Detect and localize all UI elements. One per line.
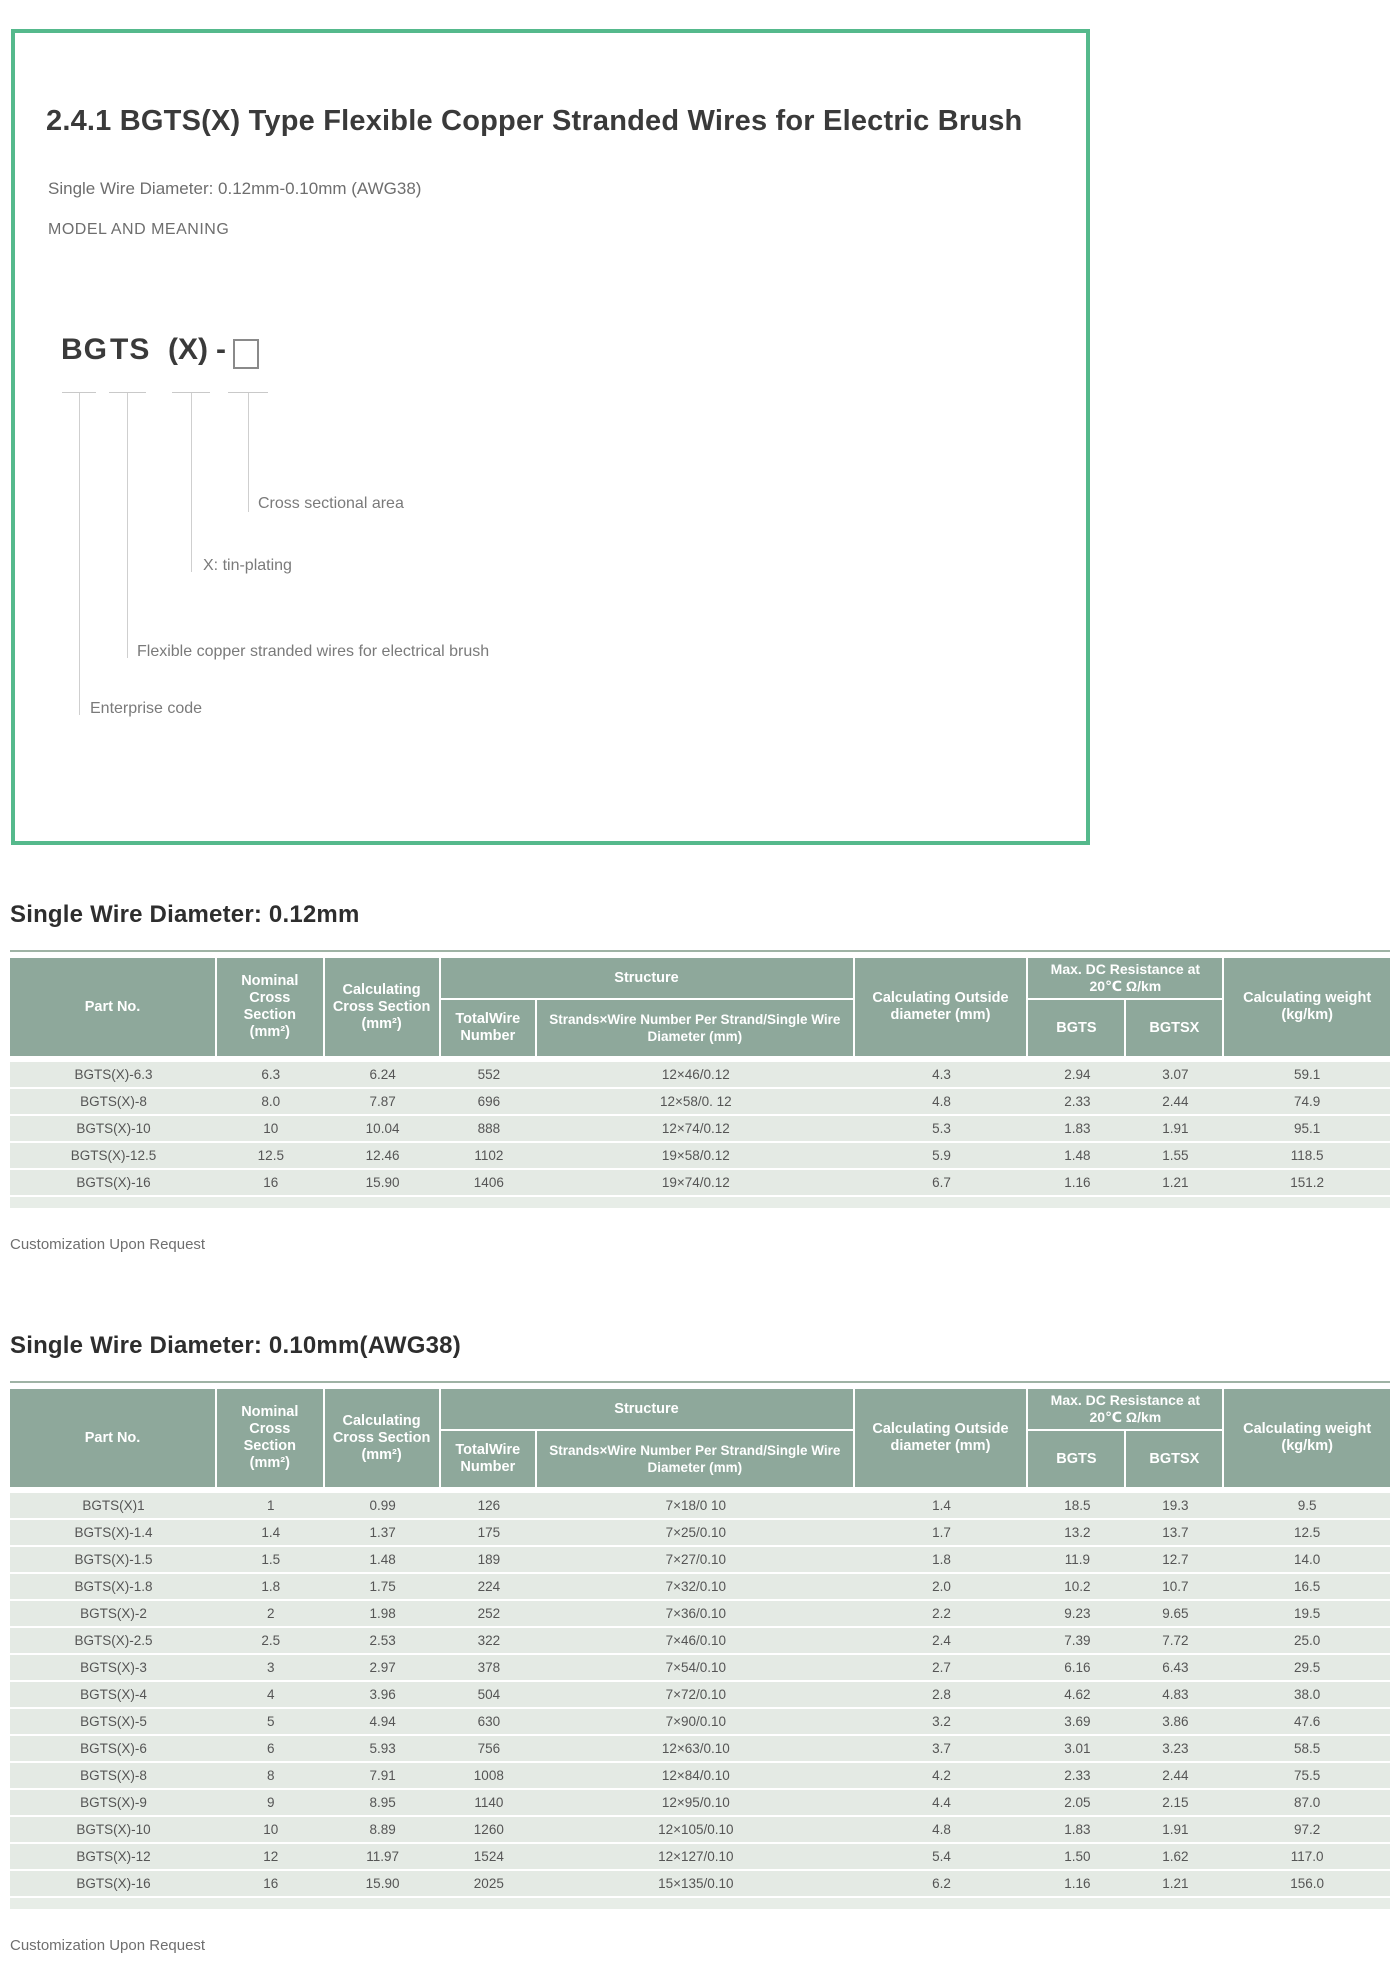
table-cell: 6.7 [932, 1175, 951, 1190]
table-cell: 6.43 [1162, 1660, 1189, 1675]
table-cell: 322 [477, 1633, 501, 1648]
table-cell: 2.94 [1064, 1067, 1091, 1082]
table-cell: BGTS(X)-2 [80, 1606, 147, 1621]
table-cell: BGTS(X)-16 [76, 1876, 151, 1891]
table-cell: 7×46/0.10 [665, 1633, 727, 1648]
table-row [10, 1736, 1390, 1761]
table-cell: 2.5 [261, 1633, 281, 1648]
table-cell: 19×74/0.12 [661, 1175, 730, 1190]
table-cell: 2.7 [932, 1660, 951, 1675]
table-cell: 1.91 [1162, 1121, 1189, 1136]
table-cell: 7.87 [369, 1094, 396, 1109]
table-row [10, 1844, 1390, 1869]
table-cell: 4.83 [1162, 1687, 1189, 1702]
table-cell: 12×58/0. 12 [659, 1094, 732, 1109]
col-header-nominal-cross-section: Nominal Cross Section (mm²) [217, 1389, 325, 1487]
table-cell: 87.0 [1294, 1795, 1321, 1810]
table-cell: 16 [263, 1876, 279, 1891]
table-cell: 0.99 [369, 1498, 396, 1513]
table-row [10, 1547, 1390, 1572]
table-cell: 15×135/0.10 [658, 1876, 734, 1891]
table-cell: 1.75 [369, 1579, 396, 1594]
table-cell: 7×90/0.10 [665, 1714, 727, 1729]
table-cell: BGTS(X)1 [82, 1498, 145, 1513]
label-tin-plating: X: tin-plating [203, 557, 292, 574]
table-cell: 4.3 [932, 1067, 951, 1082]
table-cell: 74.9 [1294, 1094, 1321, 1109]
table-cell: BGTS(X)-3 [80, 1660, 147, 1675]
table-cell: 12.5 [1294, 1525, 1321, 1540]
col-header-bgtsx: BGTSX [1126, 1429, 1224, 1487]
table-row [10, 1062, 1390, 1087]
table-row [10, 1763, 1390, 1788]
table-cell: 12.5 [257, 1148, 284, 1163]
table-cell: 12×46/0.12 [661, 1067, 730, 1082]
col-header-max-dc-resistance: Max. DC Resistance at 20℃ Ω/km [1028, 1389, 1224, 1429]
table-cell: 118.5 [1290, 1148, 1324, 1163]
table-cell: 12 [263, 1849, 279, 1864]
table-cell: 9.23 [1064, 1606, 1091, 1621]
table-cell: 1.48 [369, 1552, 396, 1567]
table-cell: 3.86 [1162, 1714, 1189, 1729]
label-enterprise-code: Enterprise code [90, 700, 203, 717]
col-header-total-wire-number: TotalWire Number [441, 998, 538, 1056]
cross-section-placeholder-box [233, 339, 259, 369]
table-cell: BGTS(X)-10 [76, 1822, 151, 1837]
table-cell: 1.83 [1064, 1822, 1091, 1837]
wire-spec-table-012-header [10, 958, 1390, 1056]
table-cell: 1260 [473, 1822, 504, 1837]
col-header-part-no: Part No. [10, 1389, 217, 1487]
table-cell: 7.91 [369, 1768, 396, 1783]
table-cell: 38.0 [1294, 1687, 1321, 1702]
table-row [10, 1790, 1390, 1815]
divider [10, 1381, 1390, 1383]
table-cell: 1.83 [1064, 1121, 1091, 1136]
page-title: 2.4.1 BGTS(X) Type Flexible Copper Stranded Wires for Electric Brush [46, 105, 1023, 137]
table-cell: 7×18/0 10 [665, 1498, 727, 1513]
table-cell: 1.16 [1064, 1876, 1091, 1891]
table-cell: 4.8 [932, 1094, 951, 1109]
table-cell: 3.23 [1162, 1741, 1189, 1756]
table-cell: 12×105/0.10 [658, 1822, 734, 1837]
table-cell: 97.2 [1294, 1822, 1321, 1837]
table-cell: 126 [477, 1498, 501, 1513]
table-cell: 2.05 [1064, 1795, 1091, 1810]
table-cell: 3.69 [1064, 1714, 1091, 1729]
table-cell: 630 [477, 1714, 501, 1729]
table-row [10, 1520, 1390, 1545]
table-cell: 3.01 [1064, 1741, 1091, 1756]
table-cell: 12.46 [365, 1148, 400, 1163]
table-cell: BGTS(X)-10 [76, 1121, 151, 1136]
table-cell: 12×74/0.12 [661, 1121, 730, 1136]
table-cell: 29.5 [1294, 1660, 1321, 1675]
table-cell: 8.0 [261, 1094, 281, 1109]
table-cell: 2 [267, 1606, 275, 1621]
table-cell: 2.44 [1162, 1094, 1189, 1109]
connector-line [191, 393, 192, 572]
table-cell: 1.98 [369, 1606, 396, 1621]
col-header-bgts: BGTS [1028, 998, 1126, 1056]
table-cell: 1.21 [1162, 1175, 1189, 1190]
table-cell: 1.7 [932, 1525, 951, 1540]
table-cell: 1.37 [369, 1525, 396, 1540]
table-cell: 1406 [473, 1175, 504, 1190]
table-cell: 2.2 [932, 1606, 951, 1621]
table-cell: BGTS(X)-1.4 [74, 1525, 153, 1540]
table-cell: 1.16 [1064, 1175, 1091, 1190]
table-cell: 8.95 [369, 1795, 396, 1810]
table-cell: 224 [477, 1579, 501, 1594]
table-cell: 6.2 [932, 1876, 951, 1891]
col-header-calculating-weight: Calculating weight (kg/km) [1224, 958, 1390, 1056]
table-cell: 7×25/0.10 [665, 1525, 727, 1540]
table-row [10, 1871, 1390, 1896]
table-cell: 4.62 [1064, 1687, 1091, 1702]
table-cell: 1102 [474, 1148, 504, 1163]
table-footer-strip [10, 1898, 1390, 1909]
table-cell: 1.21 [1162, 1876, 1189, 1891]
table-footer-strip [10, 1197, 1390, 1208]
table-cell: BGTS(X)-4 [80, 1687, 147, 1702]
col-header-calculating-cross-section: Calculating Cross Section (mm²) [325, 1389, 441, 1487]
col-header-structure: Structure [441, 1389, 855, 1429]
table-row [10, 1493, 1390, 1518]
table-cell: 1.4 [932, 1498, 951, 1513]
table-row [10, 1116, 1390, 1141]
col-header-bgtsx: BGTSX [1126, 998, 1224, 1056]
table-cell: 58.5 [1294, 1741, 1321, 1756]
table-cell: 19×58/0.12 [661, 1148, 730, 1163]
table-cell: 95.1 [1294, 1121, 1321, 1136]
wire-spec-table-010-header [10, 1389, 1390, 1487]
table-cell: 7×36/0.10 [665, 1606, 727, 1621]
table-cell: 2.97 [369, 1660, 396, 1675]
table-cell: 3.07 [1162, 1067, 1189, 1082]
table-cell: BGTS(X)-1.5 [74, 1552, 153, 1567]
table-cell: 10.2 [1064, 1579, 1091, 1594]
table-cell: BGTS(X)-12.5 [70, 1148, 157, 1163]
code-segment-dash: - [216, 333, 226, 366]
table-cell: 11.97 [366, 1849, 399, 1864]
table-cell: 2.53 [369, 1633, 396, 1648]
spacer [10, 1253, 1390, 1331]
col-header-outside-diameter: Calculating Outside diameter (mm) [855, 1389, 1029, 1487]
table-cell: BGTS(X)-5 [80, 1714, 147, 1729]
table-cell: 696 [477, 1094, 501, 1109]
table-cell: 10.7 [1162, 1579, 1189, 1594]
table-cell: 1.50 [1064, 1849, 1091, 1864]
table-cell: 16 [263, 1175, 279, 1190]
table-cell: 5.93 [369, 1741, 396, 1756]
table-cell: 25.0 [1294, 1633, 1321, 1648]
table-cell: 3.96 [369, 1687, 396, 1702]
table-cell: 3.2 [932, 1714, 951, 1729]
connector-line [127, 393, 128, 658]
table-cell: 9.5 [1297, 1498, 1317, 1513]
col-header-nominal-cross-section: Nominal Cross Section (mm²) [217, 958, 325, 1056]
table-cell: 1008 [473, 1768, 504, 1783]
table-cell: 10 [263, 1121, 279, 1136]
table-cell: BGTS(X)-9 [80, 1795, 147, 1810]
table-cell: 504 [477, 1687, 501, 1702]
connector-line [79, 393, 80, 715]
table-cell: BGTS(X)-6.3 [74, 1067, 153, 1082]
table-cell: 6.16 [1064, 1660, 1091, 1675]
code-segment-x: (X) [168, 333, 208, 366]
customization-note: Customization Upon Request [10, 1236, 206, 1253]
table-cell: 1.8 [261, 1579, 281, 1594]
table-cell: 6.3 [261, 1067, 281, 1082]
model-and-meaning-panel [11, 29, 1090, 845]
table-cell: 12×84/0.10 [661, 1768, 730, 1783]
table-cell: 1.91 [1162, 1822, 1189, 1837]
table-cell: BGTS(X)-12 [76, 1849, 151, 1864]
col-header-bgts: BGTS [1028, 1429, 1126, 1487]
table-cell: 7×72/0.10 [665, 1687, 727, 1702]
table-cell: 15.90 [365, 1876, 400, 1891]
table-cell: BGTS(X)-16 [76, 1175, 151, 1190]
table-cell: 2.33 [1064, 1768, 1091, 1783]
table-cell: 1.62 [1162, 1849, 1189, 1864]
table-cell: 9 [267, 1795, 275, 1810]
table-row [10, 1709, 1390, 1734]
table-cell: BGTS(X)-1.8 [74, 1579, 153, 1594]
col-header-total-wire-number: TotalWire Number [441, 1429, 538, 1487]
label-flexible-copper: Flexible copper stranded wires for electrical brush [137, 643, 490, 660]
table-cell: 7.72 [1162, 1633, 1189, 1648]
customization-note: Customization Upon Request [10, 1937, 206, 1954]
table-cell: 552 [477, 1067, 501, 1082]
table-cell: 10 [263, 1822, 279, 1837]
table-cell: 15.90 [365, 1175, 400, 1190]
table-cell: 10.04 [365, 1121, 400, 1136]
table-cell: 19.3 [1162, 1498, 1189, 1513]
code-segment-bg: BG [61, 333, 108, 366]
table-row [10, 1817, 1390, 1842]
table-cell: 151.2 [1290, 1175, 1325, 1190]
table-cell: 8.89 [369, 1822, 396, 1837]
table-cell: 13.7 [1162, 1525, 1189, 1540]
table-cell: 13.2 [1064, 1525, 1091, 1540]
divider [10, 950, 1390, 952]
col-header-structure: Structure [441, 958, 855, 998]
table-cell: 4.8 [932, 1822, 951, 1837]
table-cell: 11.9 [1064, 1552, 1091, 1567]
col-header-max-dc-resistance: Max. DC Resistance at 20℃ Ω/km [1028, 958, 1224, 998]
table-cell: 5.3 [932, 1121, 951, 1136]
table-cell: 7×27/0.10 [665, 1552, 727, 1567]
table-cell: 2025 [473, 1876, 504, 1891]
table-cell: 175 [477, 1525, 501, 1540]
table-cell: BGTS(X)-2.5 [74, 1633, 153, 1648]
code-segment-ts: TS [110, 333, 151, 366]
model-meaning-label: MODEL AND MEANING [48, 221, 230, 238]
table-row [10, 1628, 1390, 1653]
table-cell: 2.15 [1162, 1795, 1189, 1810]
table-cell: 1.55 [1162, 1148, 1189, 1163]
table-cell: 12×95/0.10 [661, 1795, 730, 1810]
table-cell: 1.5 [261, 1552, 281, 1567]
table-cell: 12.7 [1162, 1552, 1189, 1567]
table-cell: 59.1 [1294, 1067, 1321, 1082]
table-cell: 5 [267, 1714, 275, 1729]
table-row [10, 1574, 1390, 1599]
table-cell: 6.24 [369, 1067, 396, 1082]
table-cell: 156.0 [1290, 1876, 1325, 1891]
label-cross-sectional-area: Cross sectional area [258, 495, 404, 512]
table-row [10, 1089, 1390, 1114]
table-cell: 1.48 [1064, 1148, 1091, 1163]
table-cell: 47.6 [1294, 1714, 1321, 1729]
table-cell: 5.9 [932, 1148, 951, 1163]
table-cell: 1 [267, 1498, 275, 1513]
col-header-strands-per-wire: Strands×Wire Number Per Strand/Single Wire Diameter (mm) [537, 998, 854, 1056]
table-cell: 2.44 [1162, 1768, 1189, 1783]
table-cell: 378 [477, 1660, 501, 1675]
table-cell: 888 [477, 1121, 501, 1136]
table-cell: 16.5 [1294, 1579, 1321, 1594]
table-cell: 3 [267, 1660, 275, 1675]
table-cell: 189 [477, 1552, 501, 1567]
col-header-outside-diameter: Calculating Outside diameter (mm) [855, 958, 1029, 1056]
table-cell: 2.33 [1064, 1094, 1091, 1109]
table-cell: 1524 [473, 1849, 504, 1864]
spec-tables-section [10, 900, 1390, 1954]
table-cell: 1.8 [932, 1552, 951, 1567]
table-cell: 2.4 [932, 1633, 951, 1648]
table-cell: 6 [267, 1741, 275, 1756]
table-cell: 117.0 [1290, 1849, 1324, 1864]
connector-line [248, 393, 249, 512]
col-header-calculating-cross-section: Calculating Cross Section (mm²) [325, 958, 441, 1056]
table-cell: 7×54/0.10 [665, 1660, 727, 1675]
diameter-range-subtitle: Single Wire Diameter: 0.12mm-0.10mm (AWG38) [48, 179, 422, 198]
table-cell: 9.65 [1162, 1606, 1189, 1621]
table-cell: 7.39 [1064, 1633, 1091, 1648]
wire-spec-table-012-body [10, 1062, 1390, 1195]
table-cell: 8 [267, 1768, 275, 1783]
table-row [10, 1143, 1390, 1168]
table-row [10, 1682, 1390, 1707]
table-cell: 14.0 [1294, 1552, 1321, 1567]
table-cell: 1140 [474, 1795, 504, 1810]
table-cell: 4 [267, 1687, 275, 1702]
table-cell: 4.2 [932, 1768, 951, 1783]
table-cell: 5.4 [932, 1849, 951, 1864]
wire-spec-table-010-body [10, 1493, 1390, 1896]
table-cell: 1.4 [261, 1525, 281, 1540]
table-row [10, 1655, 1390, 1680]
col-header-strands-per-wire: Strands×Wire Number Per Strand/Single Wire Diameter (mm) [537, 1429, 854, 1487]
table2-heading: Single Wire Diameter: 0.10mm(AWG38) [10, 1332, 461, 1359]
table-cell: BGTS(X)-8 [80, 1768, 147, 1783]
table-cell: BGTS(X)-6 [80, 1741, 147, 1756]
table-cell: 3.7 [932, 1741, 951, 1756]
table-cell: 756 [477, 1741, 501, 1756]
table-cell: 19.5 [1294, 1606, 1321, 1621]
table-cell: 2.8 [932, 1687, 951, 1702]
table-cell: BGTS(X)-8 [80, 1094, 147, 1109]
table-cell: 4.4 [932, 1795, 951, 1810]
table-cell: 252 [477, 1606, 501, 1621]
table-cell: 12×127/0.10 [658, 1849, 734, 1864]
table-cell: 75.5 [1294, 1768, 1321, 1783]
col-header-part-no: Part No. [10, 958, 217, 1056]
col-header-calculating-weight: Calculating weight (kg/km) [1224, 1389, 1390, 1487]
table-cell: 2.0 [932, 1579, 951, 1594]
table-row [10, 1601, 1390, 1626]
table-cell: 18.5 [1064, 1498, 1091, 1513]
table-cell: 12×63/0.10 [661, 1741, 730, 1756]
table-row [10, 1170, 1390, 1195]
table1-heading: Single Wire Diameter: 0.12mm [10, 901, 360, 928]
table-cell: 4.94 [369, 1714, 396, 1729]
table-cell: 7×32/0.10 [665, 1579, 727, 1594]
